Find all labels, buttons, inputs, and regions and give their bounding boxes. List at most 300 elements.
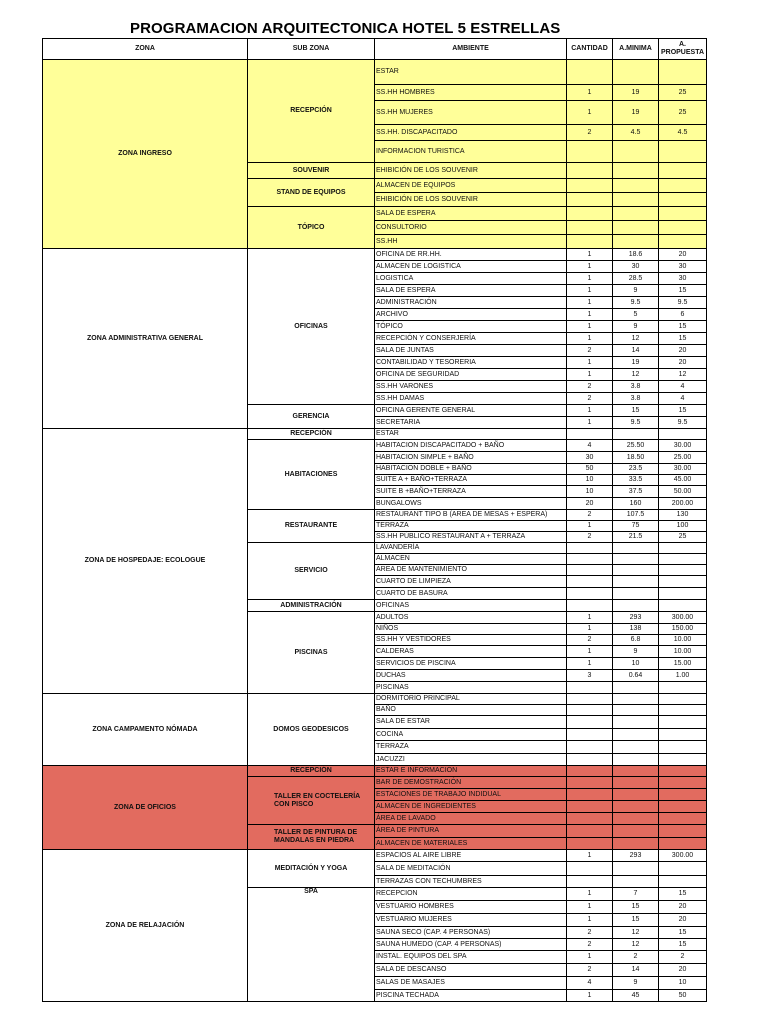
area-minima-cell: 0.64 (613, 670, 659, 682)
area-propuesta-cell: 6 (659, 309, 707, 321)
ambiente-cell: DORMITORIO PRINCIPAL (375, 694, 567, 705)
subzone-cell: RECEPCIÓN (248, 766, 375, 777)
cantidad-cell (567, 801, 613, 813)
cantidad-cell: 1 (567, 901, 613, 914)
area-minima-cell (613, 207, 659, 221)
area-propuesta-cell: 4.5 (659, 125, 707, 141)
ambiente-cell: ARCHIVO (375, 309, 567, 321)
area-propuesta-cell (659, 207, 707, 221)
ambiente-cell: INFORMACION TURISTICA (375, 141, 567, 163)
cantidad-cell: 1 (567, 85, 613, 101)
area-propuesta-cell: 20 (659, 357, 707, 369)
ambiente-cell: ALMACEN DE LOGISTICA (375, 261, 567, 273)
ambiente-cell: SALA DE DESCANSO (375, 964, 567, 977)
cantidad-cell (567, 429, 613, 440)
cantidad-cell (567, 682, 613, 694)
area-minima-cell (613, 554, 659, 565)
ambiente-cell: BAR DE DEMOSTRACIÓN (375, 777, 567, 789)
ambiente-cell: SS.HH Y VESTIDORES (375, 635, 567, 646)
cantidad-cell (567, 825, 613, 838)
ambiente-cell: TERRAZA (375, 521, 567, 532)
area-propuesta-cell: 20 (659, 345, 707, 357)
area-propuesta-cell (659, 813, 707, 825)
area-minima-cell: 9 (613, 646, 659, 658)
table-row (43, 60, 707, 85)
cantidad-cell (567, 777, 613, 789)
ambiente-cell: EHIBICIÓN DE LOS SOUVENIR (375, 163, 567, 179)
area-propuesta-cell: 1.00 (659, 670, 707, 682)
area-minima-cell: 18.50 (613, 452, 659, 464)
cantidad-cell: 1 (567, 357, 613, 369)
header-aminima: A.MINIMA (613, 39, 659, 60)
cantidad-cell: 1 (567, 888, 613, 901)
area-minima-cell: 28.5 (613, 273, 659, 285)
area-minima-cell: 107.5 (613, 510, 659, 521)
ambiente-cell: ESTAR (375, 60, 567, 85)
cantidad-cell (567, 754, 613, 766)
cantidad-cell (567, 838, 613, 850)
ambiente-cell: COCINA (375, 729, 567, 741)
cantidad-cell: 1 (567, 405, 613, 417)
area-minima-cell (613, 163, 659, 179)
cantidad-cell: 10 (567, 486, 613, 498)
header-ambiente: AMBIENTE (375, 39, 567, 60)
area-propuesta-cell (659, 838, 707, 850)
ambiente-cell: HABITACION DOBLE + BAÑO (375, 464, 567, 475)
area-minima-cell: 30 (613, 261, 659, 273)
area-minima-cell: 12 (613, 939, 659, 951)
ambiente-cell: OFICINA DE SEGURIDAD (375, 369, 567, 381)
cantidad-cell (567, 694, 613, 705)
table-row (43, 850, 707, 862)
cantidad-cell: 2 (567, 635, 613, 646)
area-minima-cell: 14 (613, 345, 659, 357)
ambiente-cell: LOGISTICA (375, 273, 567, 285)
cantidad-cell: 1 (567, 369, 613, 381)
area-minima-cell: 3.8 (613, 393, 659, 405)
ambiente-cell: SERVICIOS DE PISCINA (375, 658, 567, 670)
zone-cell: ZONA INGRESO (43, 60, 248, 249)
area-propuesta-cell (659, 876, 707, 888)
header-row (43, 39, 707, 60)
area-propuesta-cell (659, 565, 707, 576)
ambiente-cell: OFICINAS (375, 600, 567, 612)
ambiente-cell: VESTUARIO MUJERES (375, 914, 567, 927)
cantidad-cell (567, 554, 613, 565)
area-propuesta-cell: 10 (659, 977, 707, 990)
page-title: PROGRAMACION ARQUITECTONICA HOTEL 5 ESTRELLAS (130, 20, 561, 37)
area-minima-cell: 19 (613, 357, 659, 369)
cantidad-cell: 2 (567, 125, 613, 141)
cantidad-cell: 1 (567, 658, 613, 670)
area-propuesta-cell: 30 (659, 273, 707, 285)
area-minima-cell: 3.8 (613, 381, 659, 393)
cantidad-cell: 2 (567, 532, 613, 543)
cantidad-cell (567, 588, 613, 600)
table-row (43, 429, 707, 440)
ambiente-cell: HABITACION SIMPLE + BAÑO (375, 452, 567, 464)
area-minima-cell (613, 789, 659, 801)
area-minima-cell (613, 766, 659, 777)
ambiente-cell: SALA DE ESPERA (375, 285, 567, 297)
ambiente-cell: NIÑOS (375, 624, 567, 635)
area-propuesta-cell (659, 141, 707, 163)
ambiente-cell: SS.HH VARONES (375, 381, 567, 393)
area-minima-cell: 19 (613, 101, 659, 125)
ambiente-cell: PISCINAS (375, 682, 567, 694)
area-minima-cell (613, 576, 659, 588)
area-propuesta-cell: 9.5 (659, 297, 707, 309)
ambiente-cell: ALMACEN DE MATERIALES (375, 838, 567, 850)
ambiente-cell: SUITE A + BAÑO+TERRAZA (375, 475, 567, 486)
cantidad-cell (567, 716, 613, 729)
ambiente-cell: ESTAR (375, 429, 567, 440)
area-minima-cell (613, 862, 659, 876)
area-propuesta-cell: 300.00 (659, 612, 707, 624)
header-cantidad: CANTIDAD (567, 39, 613, 60)
area-propuesta-cell (659, 554, 707, 565)
header-apropuesta: A. PROPUESTA (659, 39, 707, 60)
ambiente-cell: INSTAL. EQUIPOS DEL SPA (375, 951, 567, 964)
area-minima-cell (613, 235, 659, 249)
ambiente-cell: HABITACION DISCAPACITADO + BAÑO (375, 440, 567, 452)
area-minima-cell (613, 705, 659, 716)
ambiente-cell: CUARTO DE LIMPIEZA (375, 576, 567, 588)
area-propuesta-cell (659, 777, 707, 789)
ambiente-cell: AREA DE MANTENIMIENTO (375, 565, 567, 576)
area-minima-cell: 15 (613, 405, 659, 417)
cantidad-cell (567, 163, 613, 179)
area-propuesta-cell (659, 801, 707, 813)
cantidad-cell (567, 221, 613, 235)
header-subzona: SUB ZONA (248, 39, 375, 60)
zone-cell: ZONA ADMINISTRATIVA GENERAL (43, 249, 248, 429)
ambiente-cell: ÁREA DE LAVADO (375, 813, 567, 825)
area-propuesta-cell: 25 (659, 85, 707, 101)
area-minima-cell: 15 (613, 914, 659, 927)
ambiente-cell: VESTUARIO HOMBRES (375, 901, 567, 914)
area-propuesta-cell: 10.00 (659, 635, 707, 646)
area-propuesta-cell: 15 (659, 939, 707, 951)
area-minima-cell (613, 876, 659, 888)
ambiente-cell: ESPACIOS AL AIRE LIBRE (375, 850, 567, 862)
ambiente-cell: SUITE B +BAÑO+TERRAZA (375, 486, 567, 498)
programming-table (42, 38, 707, 1002)
area-minima-cell (613, 729, 659, 741)
cantidad-cell (567, 862, 613, 876)
cantidad-cell: 2 (567, 927, 613, 939)
area-propuesta-cell: 15 (659, 888, 707, 901)
subzone-cell: DOMOS GEODESICOS (248, 694, 375, 766)
ambiente-cell: SS.HH MUJERES (375, 101, 567, 125)
ambiente-cell: SS.HH (375, 235, 567, 249)
subzone-cell: STAND DE EQUIPOS (248, 179, 375, 207)
ambiente-cell: ÁREA DE PINTURA (375, 825, 567, 838)
area-minima-cell: 45 (613, 990, 659, 1002)
ambiente-cell: ALMACEN (375, 554, 567, 565)
subzone-cell: HABITACIONES (248, 440, 375, 510)
cantidad-cell (567, 207, 613, 221)
area-propuesta-cell (659, 729, 707, 741)
ambiente-cell: ADULTOS (375, 612, 567, 624)
cantidad-cell (567, 576, 613, 588)
area-propuesta-cell (659, 754, 707, 766)
area-minima-cell: 9 (613, 285, 659, 297)
zone-cell: ZONA CAMPAMENTO NÓMADA (43, 694, 248, 766)
area-minima-cell: 9 (613, 321, 659, 333)
area-minima-cell: 293 (613, 612, 659, 624)
subzone-cell: RECEPCIÓN (248, 60, 375, 163)
ambiente-cell: SS.HH. DISCAPACITADO (375, 125, 567, 141)
area-propuesta-cell: 20 (659, 901, 707, 914)
subzone-cell: RECEPCIÓN (248, 429, 375, 440)
cantidad-cell: 30 (567, 452, 613, 464)
cantidad-cell (567, 543, 613, 554)
area-minima-cell (613, 825, 659, 838)
ambiente-cell: JACUZZI (375, 754, 567, 766)
area-propuesta-cell: 15 (659, 321, 707, 333)
ambiente-cell: TERRAZAS CON TECHUMBRES (375, 876, 567, 888)
ambiente-cell: SS.HH HOMBRES (375, 85, 567, 101)
subzone-cell: TÓPICO (248, 207, 375, 249)
ambiente-cell: ESTACIONES DE TRABAJO INDIDUAL (375, 789, 567, 801)
area-propuesta-cell: 30.00 (659, 464, 707, 475)
ambiente-cell: ESTAR E INFORMACIÓN (375, 766, 567, 777)
area-propuesta-cell: 200.00 (659, 498, 707, 510)
area-minima-cell: 23.5 (613, 464, 659, 475)
ambiente-cell: TÓPICO (375, 321, 567, 333)
area-minima-cell: 19 (613, 85, 659, 101)
cantidad-cell: 2 (567, 381, 613, 393)
ambiente-cell: CONSULTORIO (375, 221, 567, 235)
area-propuesta-cell (659, 235, 707, 249)
area-minima-cell: 293 (613, 850, 659, 862)
area-propuesta-cell: 20 (659, 249, 707, 261)
zone-cell: ZONA DE HOSPEDAJE: ECOLOGUE (43, 429, 248, 694)
cantidad-cell: 2 (567, 393, 613, 405)
cantidad-cell (567, 766, 613, 777)
area-minima-cell: 5 (613, 309, 659, 321)
cantidad-cell: 4 (567, 977, 613, 990)
zone-cell: ZONA DE OFICIOS (43, 766, 248, 850)
ambiente-cell: SALAS DE MASAJES (375, 977, 567, 990)
area-propuesta-cell (659, 543, 707, 554)
cantidad-cell: 2 (567, 345, 613, 357)
area-minima-cell (613, 179, 659, 193)
cantidad-cell: 50 (567, 464, 613, 475)
area-propuesta-cell: 2 (659, 951, 707, 964)
area-propuesta-cell: 15 (659, 333, 707, 345)
cantidad-cell: 2 (567, 964, 613, 977)
cantidad-cell: 10 (567, 475, 613, 486)
table-row (43, 694, 707, 705)
area-minima-cell: 138 (613, 624, 659, 635)
ambiente-cell: ADMINISTRACIÓN (375, 297, 567, 309)
subzone-cell: SERVICIO (248, 543, 375, 600)
area-propuesta-cell (659, 163, 707, 179)
cantidad-cell: 1 (567, 261, 613, 273)
ambiente-cell: TERRAZA (375, 741, 567, 754)
area-minima-cell (613, 543, 659, 554)
area-minima-cell: 9.5 (613, 417, 659, 429)
area-minima-cell (613, 60, 659, 85)
cantidad-cell: 1 (567, 321, 613, 333)
area-minima-cell: 12 (613, 333, 659, 345)
area-propuesta-cell (659, 825, 707, 838)
area-minima-cell: 160 (613, 498, 659, 510)
ambiente-cell: BAÑO (375, 705, 567, 716)
subzone-cell: OFICINAS (248, 249, 375, 405)
area-propuesta-cell (659, 694, 707, 705)
area-minima-cell: 75 (613, 521, 659, 532)
area-propuesta-cell: 25 (659, 101, 707, 125)
area-minima-cell: 14 (613, 964, 659, 977)
area-propuesta-cell (659, 705, 707, 716)
ambiente-cell: SALA DE ESPERA (375, 207, 567, 221)
cantidad-cell (567, 565, 613, 576)
area-minima-cell (613, 741, 659, 754)
area-propuesta-cell: 25 (659, 532, 707, 543)
area-minima-cell (613, 754, 659, 766)
cantidad-cell (567, 741, 613, 754)
area-propuesta-cell: 15 (659, 927, 707, 939)
cantidad-cell: 1 (567, 101, 613, 125)
area-propuesta-cell: 20 (659, 914, 707, 927)
area-propuesta-cell (659, 766, 707, 777)
area-minima-cell (613, 588, 659, 600)
cantidad-cell (567, 193, 613, 207)
table-row (43, 249, 707, 261)
area-minima-cell: 15 (613, 901, 659, 914)
cantidad-cell (567, 705, 613, 716)
area-minima-cell: 33.5 (613, 475, 659, 486)
cantidad-cell (567, 60, 613, 85)
area-minima-cell (613, 838, 659, 850)
area-propuesta-cell: 50 (659, 990, 707, 1002)
area-minima-cell (613, 429, 659, 440)
cantidad-cell: 1 (567, 914, 613, 927)
area-propuesta-cell (659, 60, 707, 85)
cantidad-cell: 20 (567, 498, 613, 510)
ambiente-cell: SS.HH DAMAS (375, 393, 567, 405)
area-minima-cell (613, 813, 659, 825)
area-minima-cell: 6.8 (613, 635, 659, 646)
area-propuesta-cell (659, 682, 707, 694)
ambiente-cell: CALDERAS (375, 646, 567, 658)
cantidad-cell: 1 (567, 249, 613, 261)
area-minima-cell: 12 (613, 369, 659, 381)
ambiente-cell: SALA DE MEDITACIÓN (375, 862, 567, 876)
area-minima-cell (613, 565, 659, 576)
ambiente-cell: ALMACEN DE EQUIPOS (375, 179, 567, 193)
area-propuesta-cell (659, 741, 707, 754)
cantidad-cell (567, 141, 613, 163)
subzone-cell: ADMINISTRACIÓN (248, 600, 375, 612)
ambiente-cell: OFICINA DE RR.HH. (375, 249, 567, 261)
area-propuesta-cell: 4 (659, 381, 707, 393)
area-minima-cell (613, 716, 659, 729)
cantidad-cell: 4 (567, 440, 613, 452)
area-propuesta-cell: 15 (659, 285, 707, 297)
table-body (43, 60, 707, 1002)
area-propuesta-cell: 4 (659, 393, 707, 405)
area-propuesta-cell: 300.00 (659, 850, 707, 862)
area-propuesta-cell (659, 221, 707, 235)
ambiente-cell: CUARTO DE BASURA (375, 588, 567, 600)
area-propuesta-cell (659, 179, 707, 193)
cantidad-cell: 1 (567, 990, 613, 1002)
area-propuesta-cell: 20 (659, 964, 707, 977)
area-minima-cell: 18.6 (613, 249, 659, 261)
area-propuesta-cell: 130 (659, 510, 707, 521)
subzone-cell: RESTAURANTE (248, 510, 375, 543)
ambiente-cell: LAVANDERÍA (375, 543, 567, 554)
cantidad-cell: 1 (567, 624, 613, 635)
cantidad-cell: 3 (567, 670, 613, 682)
ambiente-cell: RECEPCIÓN Y CONSERJERÍA (375, 333, 567, 345)
area-propuesta-cell (659, 600, 707, 612)
cantidad-cell: 1 (567, 612, 613, 624)
area-propuesta-cell: 45.00 (659, 475, 707, 486)
area-propuesta-cell: 15 (659, 405, 707, 417)
ambiente-cell: DUCHAS (375, 670, 567, 682)
cantidad-cell (567, 876, 613, 888)
ambiente-cell: SS.HH PÚBLICO RESTAURANT A + TERRAZA (375, 532, 567, 543)
cantidad-cell: 1 (567, 285, 613, 297)
cantidad-cell: 1 (567, 297, 613, 309)
area-minima-cell: 4.5 (613, 125, 659, 141)
subzone-cell: MEDITACIÓN Y YOGA (248, 850, 375, 888)
area-minima-cell: 25.50 (613, 440, 659, 452)
ambiente-cell: SECRETARIA (375, 417, 567, 429)
ambiente-cell: SAUNA SECO (CAP. 4 PERSONAS) (375, 927, 567, 939)
ambiente-cell: ALMACEN DE INGREDIENTES (375, 801, 567, 813)
area-propuesta-cell: 50.00 (659, 486, 707, 498)
area-propuesta-cell: 150.00 (659, 624, 707, 635)
ambiente-cell: OFICINA GERENTE GENERAL (375, 405, 567, 417)
area-propuesta-cell (659, 588, 707, 600)
area-minima-cell (613, 141, 659, 163)
area-propuesta-cell (659, 576, 707, 588)
subzone-cell: SPA (248, 888, 375, 1002)
area-minima-cell: 12 (613, 927, 659, 939)
header-zona: ZONA (43, 39, 248, 60)
subzone-cell: SOUVENIR (248, 163, 375, 179)
ambiente-cell: BUNGALOWS (375, 498, 567, 510)
area-propuesta-cell (659, 193, 707, 207)
cantidad-cell (567, 235, 613, 249)
area-propuesta-cell: 30 (659, 261, 707, 273)
area-propuesta-cell (659, 862, 707, 876)
subzone-cell: PISCINAS (248, 612, 375, 694)
area-propuesta-cell: 9.5 (659, 417, 707, 429)
cantidad-cell: 1 (567, 521, 613, 532)
cantidad-cell (567, 600, 613, 612)
cantidad-cell: 1 (567, 309, 613, 321)
area-propuesta-cell: 15.00 (659, 658, 707, 670)
ambiente-cell: RESTAURANT TIPO B (AREA DE MESAS + ESPERA) (375, 510, 567, 521)
area-propuesta-cell: 100 (659, 521, 707, 532)
area-minima-cell: 7 (613, 888, 659, 901)
area-minima-cell: 10 (613, 658, 659, 670)
area-propuesta-cell (659, 789, 707, 801)
cantidad-cell: 1 (567, 333, 613, 345)
ambiente-cell: RECEPCION (375, 888, 567, 901)
area-minima-cell: 9 (613, 977, 659, 990)
cantidad-cell: 1 (567, 850, 613, 862)
table-row (43, 766, 707, 777)
area-minima-cell: 2 (613, 951, 659, 964)
